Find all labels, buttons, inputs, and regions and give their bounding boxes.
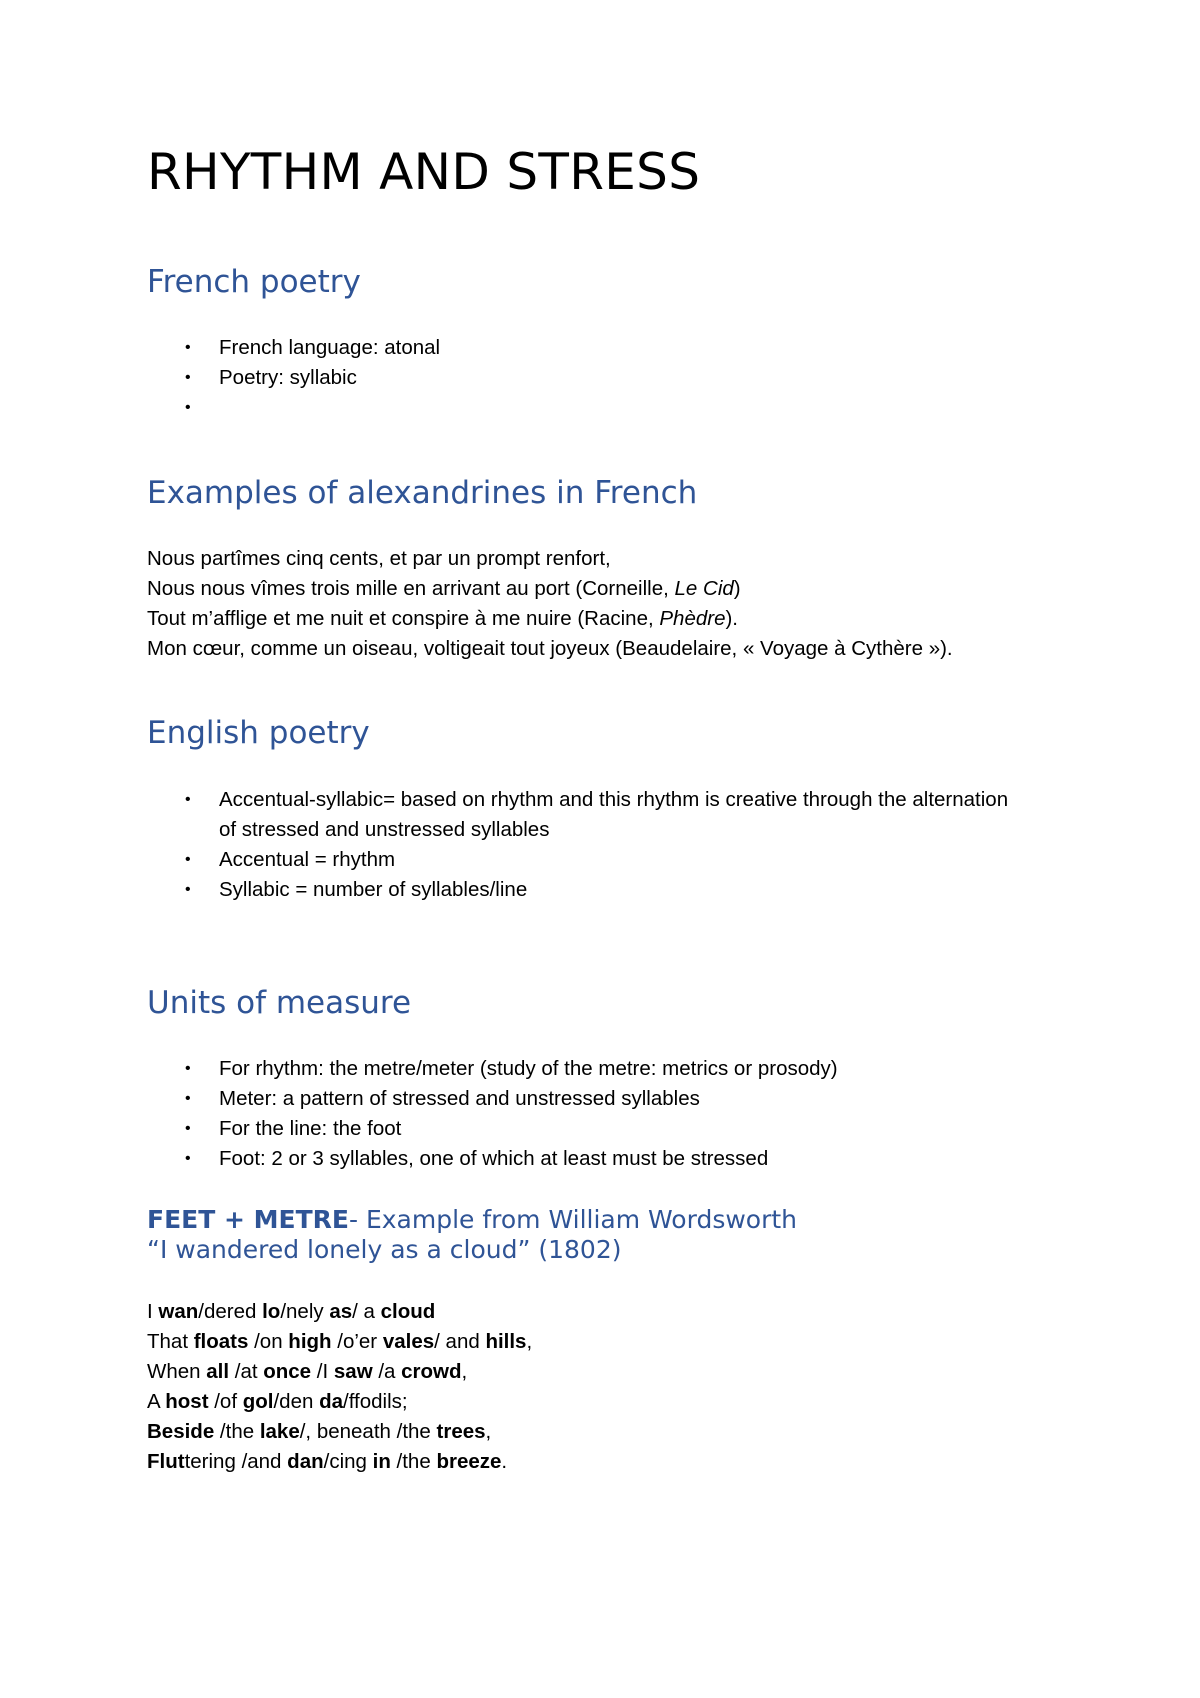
verse-line: Nous partîmes cinq cents, et par un prompt renfort, — [147, 547, 611, 570]
poem-line: Beside /the lake/, beneath /the trees, — [147, 1420, 492, 1443]
page-title: RHYTHM AND STRESS — [147, 143, 701, 201]
heading-feet-metre: FEET + METRE- Example from William Wordsworth “I wandered lonely as a cloud” (1802) — [147, 1205, 798, 1264]
bullet-icon: • — [185, 339, 191, 356]
english-poetry-list — [147, 785, 1027, 905]
bullet-icon: • — [185, 851, 191, 868]
heading-english-poetry: English poetry — [147, 715, 370, 751]
list-item: • For the line: the foot — [147, 1114, 1027, 1144]
list-item: • Accentual-syllabic= based on rhythm and this rhythm is creative through the alternation of stressed and unstressed syllables — [147, 785, 1027, 845]
verse-line: Mon cœur, comme un oiseau, voltigeait tout joyeux (Beaudelaire, « Voyage à Cythère »). — [147, 637, 953, 660]
bullet-icon: • — [185, 791, 191, 808]
list-item: • Foot: 2 or 3 syllables, one of which at least must be stressed — [147, 1144, 1027, 1174]
list-item: • Accentual = rhythm — [147, 845, 1027, 875]
bullet-icon: • — [185, 1150, 191, 1167]
list-item: • Meter: a pattern of stressed and unstressed syllables — [147, 1084, 1027, 1114]
heading-units-of-measure: Units of measure — [147, 985, 412, 1021]
poem-line: When all /at once /I saw /a crowd, — [147, 1360, 468, 1383]
bullet-icon: • — [185, 1120, 191, 1137]
bullet-icon: • — [185, 399, 191, 416]
heading-alexandrines: Examples of alexandrines in French — [147, 475, 698, 511]
alexandrines-verses — [147, 544, 1097, 664]
bullet-icon: • — [185, 1090, 191, 1107]
bullet-icon: • — [185, 1060, 191, 1077]
poem-line: Fluttering /and dan/cing in /the breeze. — [147, 1450, 508, 1473]
poem-line: I wan/dered lo/nely as/ a cloud — [147, 1300, 436, 1323]
bullet-icon: • — [185, 881, 191, 898]
list-item: • French language: atonal — [147, 333, 1027, 363]
list-item: • Syllabic = number of syllables/line — [147, 875, 1027, 905]
units-list — [147, 1054, 1027, 1174]
heading-french-poetry: French poetry — [147, 264, 361, 300]
poem-line: That floats /on high /o’er vales/ and hills, — [147, 1330, 533, 1353]
verse-line: Nous nous vîmes trois mille en arrivant au port (Corneille, Le Cid) — [147, 577, 741, 600]
poem-line: A host /of gol/den da/ffodils; — [147, 1390, 408, 1413]
list-item: • Poetry: syllabic — [147, 363, 1027, 393]
wordsworth-poem — [147, 1297, 1097, 1477]
verse-line: Tout m’afflige et me nuit et conspire à me nuire (Racine, Phèdre). — [147, 607, 739, 630]
french-poetry-list — [147, 333, 1027, 423]
bullet-icon: • — [185, 369, 191, 386]
list-item: • For rhythm: the metre/meter (study of the metre: metrics or prosody) — [147, 1054, 1027, 1084]
list-item — [147, 393, 1027, 423]
